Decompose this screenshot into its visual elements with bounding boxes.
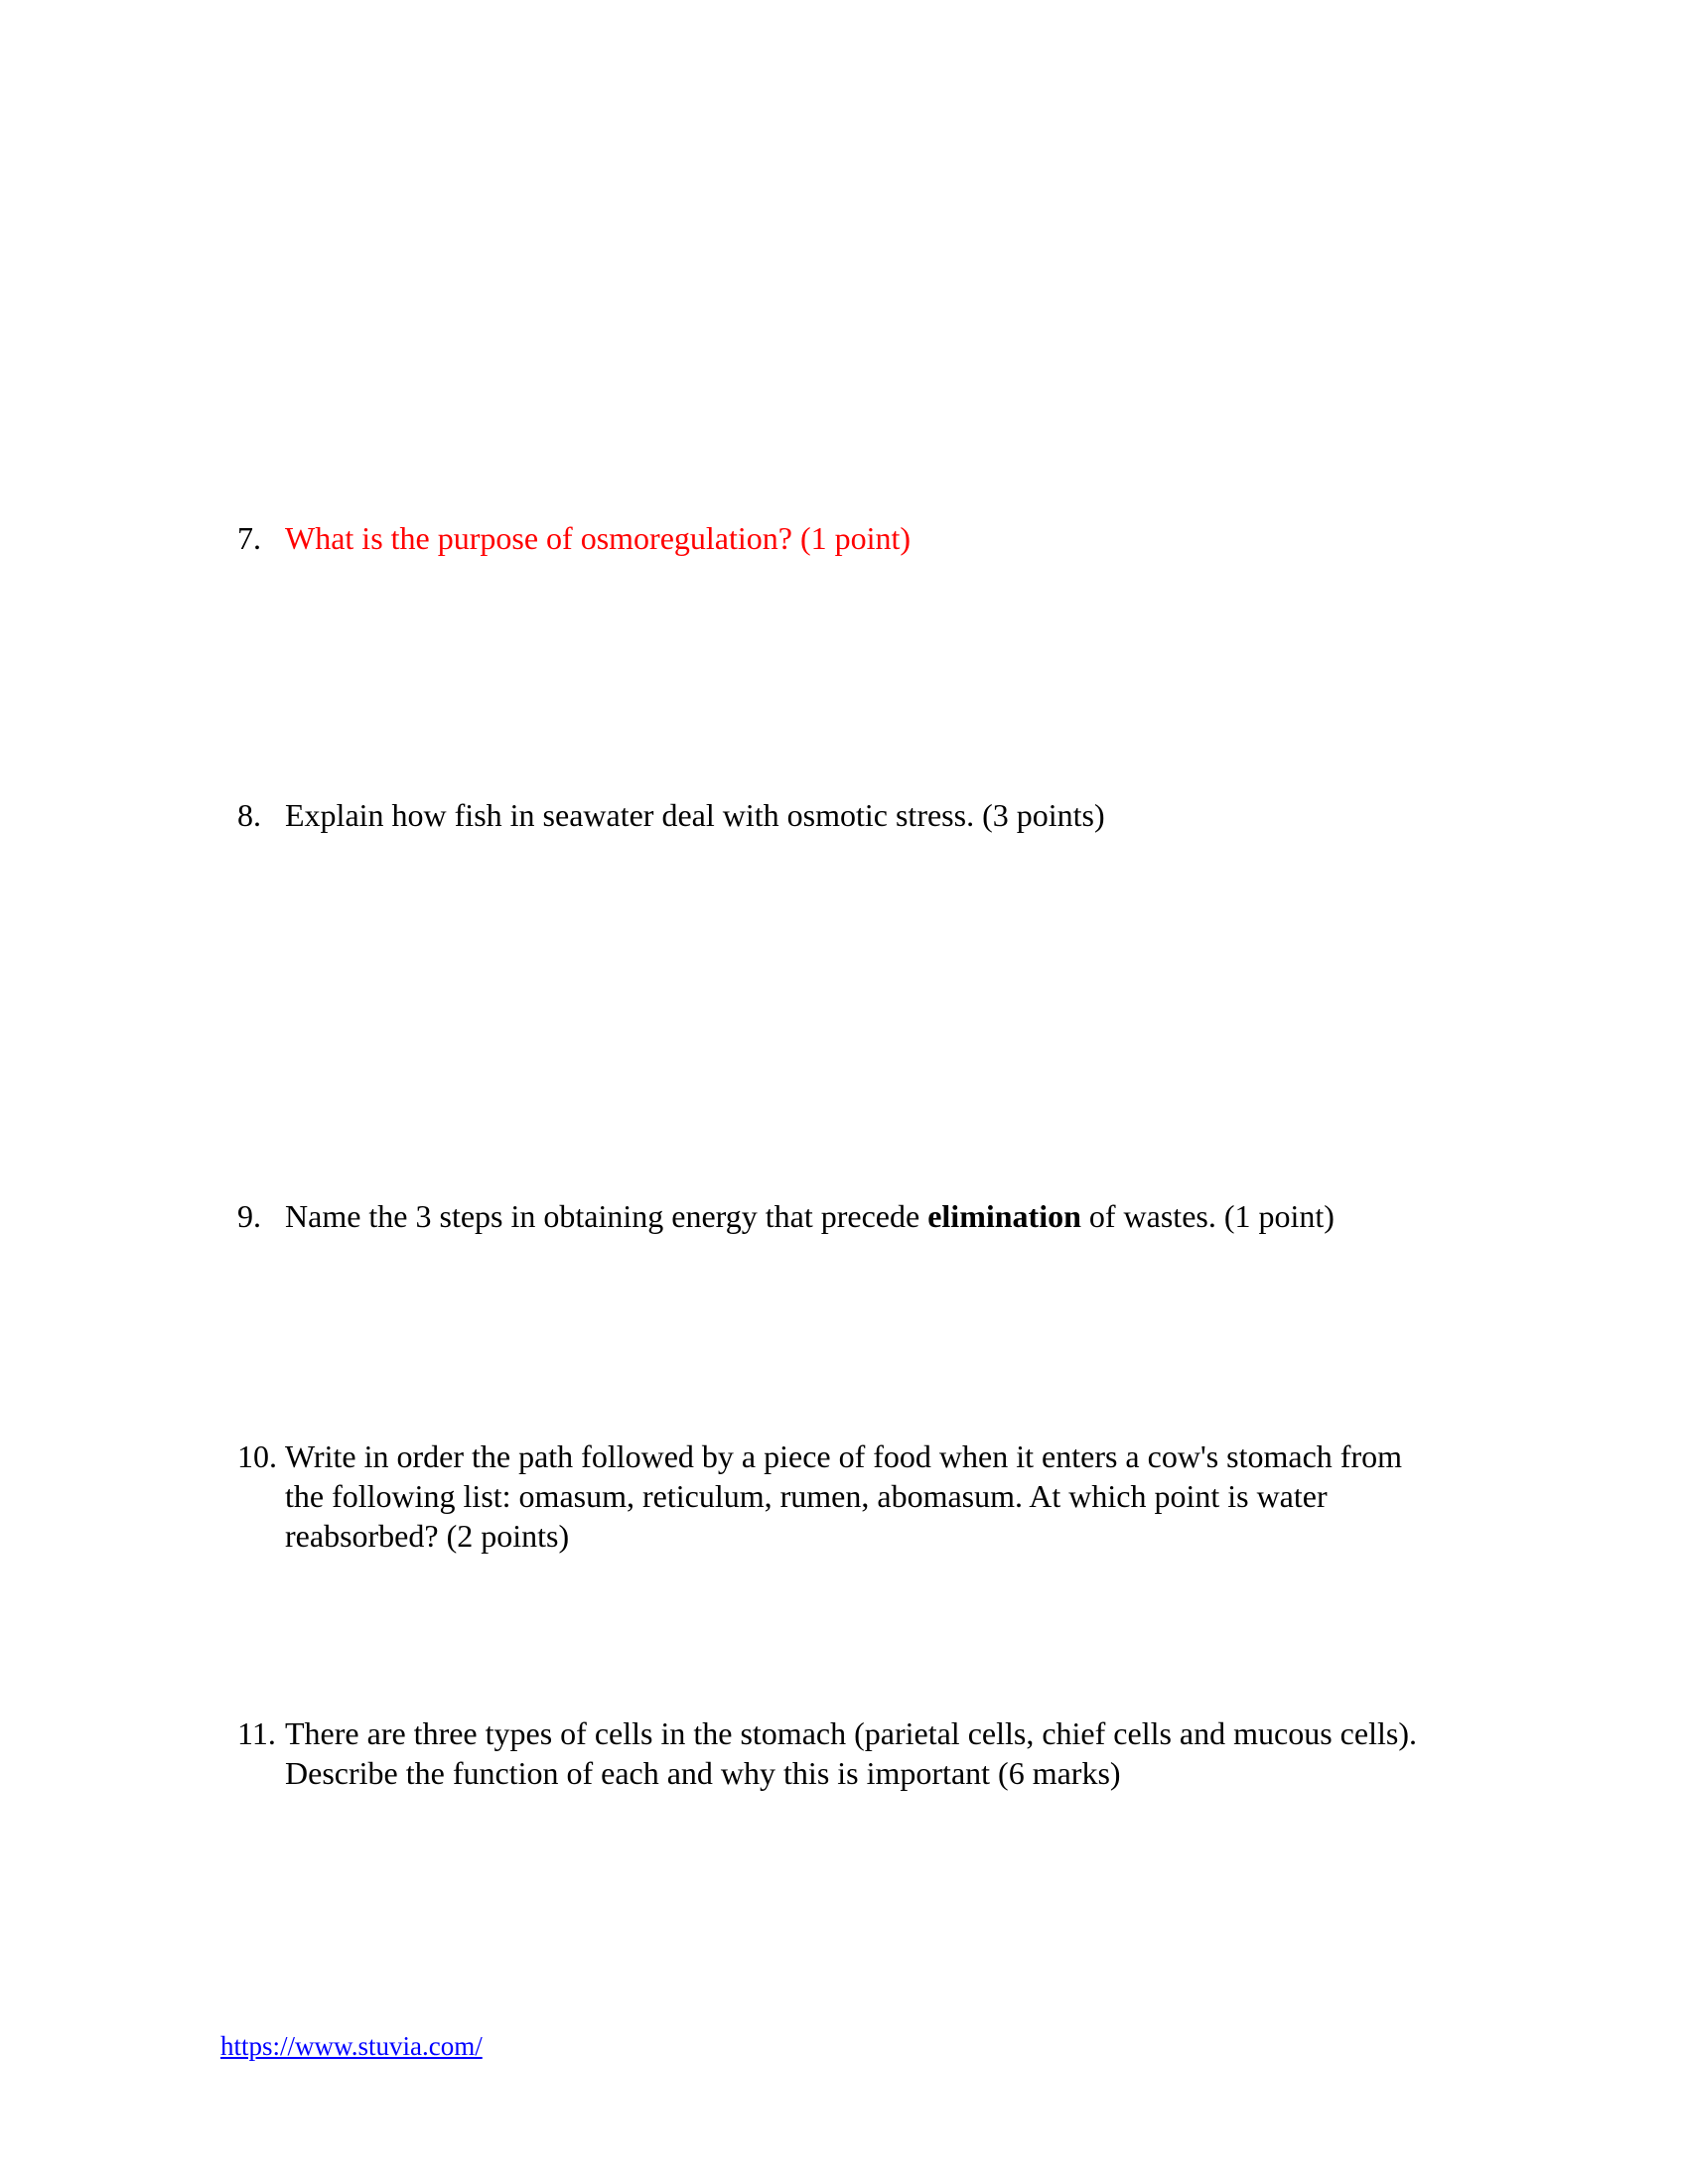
question-line: reabsorbed? (2 points)	[285, 1518, 570, 1554]
question-line: There are three types of cells in the stomach (parietal cells, chief cells and mucous cells).	[285, 1715, 1417, 1751]
question-line: Explain how fish in seawater deal with osmotic stress. (3 points)	[285, 797, 1105, 833]
footer-link[interactable]: https://www.stuvia.com/	[220, 2031, 483, 2061]
question-text	[285, 518, 911, 558]
question-text-after: of wastes. (1 point)	[1080, 1198, 1335, 1234]
question-number: 7.	[237, 520, 261, 556]
question-bold-term: elimination	[927, 1198, 1081, 1234]
question-text	[285, 1713, 1417, 1793]
question-number: 11.	[237, 1715, 276, 1751]
question-number: 9.	[237, 1198, 261, 1234]
question-text	[285, 1196, 1335, 1236]
question-number: 8.	[237, 797, 261, 833]
question-number: 10.	[237, 1438, 277, 1474]
question-line: What is the purpose of osmoregulation? (1 point)	[285, 520, 912, 556]
question-text	[285, 795, 1105, 835]
question-line: Write in order the path followed by a piece of food when it enters a cow's stomach from	[285, 1438, 1402, 1474]
question-line: Describe the function of each and why this is important (6 marks)	[285, 1755, 1121, 1791]
question-text	[285, 1436, 1402, 1556]
question-line: the following list: omasum, reticulum, rumen, abomasum. At which point is water	[285, 1478, 1328, 1514]
question-text-before: Name the 3 steps in obtaining energy that precede	[285, 1198, 928, 1234]
